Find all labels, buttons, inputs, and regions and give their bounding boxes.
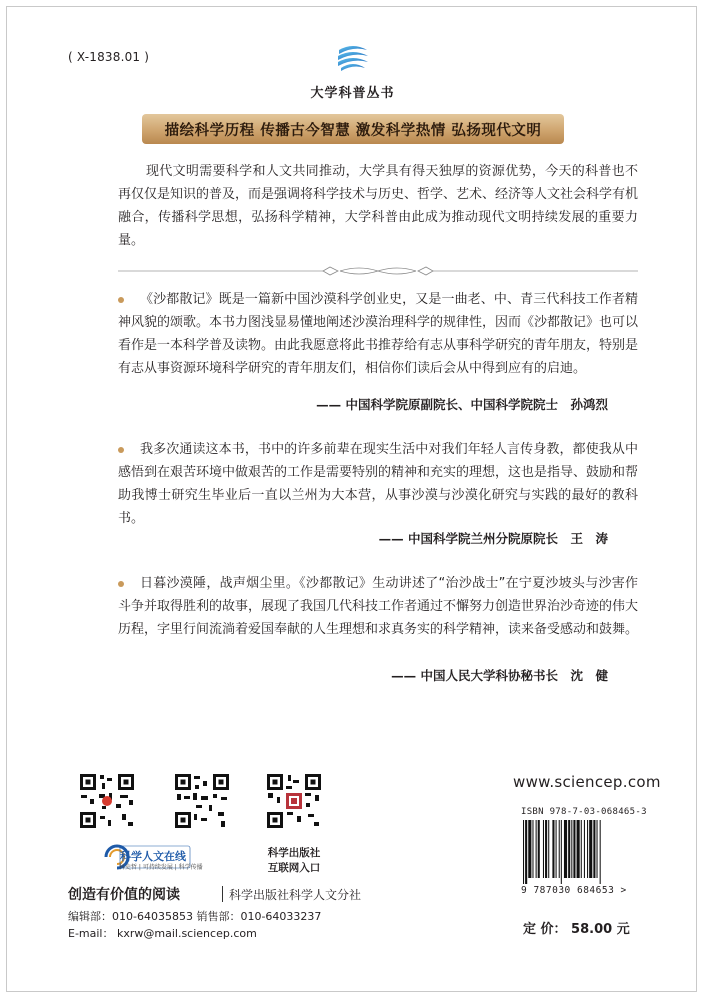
- series-title: 大学科普丛书: [310, 86, 395, 101]
- publisher-name: 科学出版社科学人文分社: [229, 888, 362, 902]
- quote-2-text: 我多次通读这本书，书中的许多前辈在现实生活中对我们年轻人言传身教，都使我从中感悟到在艰苦环境中做艰苦的工作是需要特别的精神和充实的理想，这也是指导、鼓励和帮助我博士研究生毕业后一直以兰州为大本营，从事沙漠与沙漠化研究与实践的最好的教科书。: [118, 442, 639, 526]
- tagline: 创造有价值的阅读: [68, 887, 180, 903]
- slogan-banner: [142, 114, 564, 144]
- isbn-text: ISBN 978-7-03-068465-3: [521, 807, 647, 817]
- quote-3-attribution: —— 中国人民大学科协秘书长 沈 健: [391, 668, 608, 683]
- quote-3-text: 日暮沙漠陲，战声烟尘里。《沙都散记》生动讲述了“治沙战士”在宁夏沙坡头与沙害作斗争并取得胜利的故事，展现了我国几代科技工作者通过不懈努力创造世界治沙奇迹的伟大历程，字里行间流淌着爱国奉献的人生理想和求真务实的科学精神，读来备受感动和鼓舞。: [118, 576, 639, 637]
- globe-swirl-icon: [335, 40, 371, 76]
- tagline-separator: [222, 886, 223, 902]
- qr-label-line1: 科学出版社: [267, 847, 321, 859]
- quote-1-text: 《沙都散记》既是一篇新中国沙漠科学创业史，又是一曲老、中、青三代科技工作者精神风貌的颂歌。本书力图浅显易懂地阐述沙漠治理科学的规律性，因而《沙都散记》也可以看作是一本科学普及读物。由此我愿意将此书推荐给有志从事科学研究的青年朋友，特别是有志从事资源环境科学研究的青年朋友们，相信你们读后会从中得到应有的启迪。: [118, 292, 639, 376]
- contact-phones: 编辑部：010-64035853 销售部：010-64033237: [68, 910, 322, 923]
- slogan-text: 描绘科学历程 传播古今智慧 激发科学热情 弘扬现代文明: [164, 122, 542, 139]
- qr-code-icon: [78, 772, 136, 830]
- intro-paragraph: 现代文明需要科学和人文共同推动，大学具有得天独厚的资源优势，今天的科普也不再仅仅是知识的普及，而是强调将科学技术与历史、哲学、艺术、经济等人文社会科学有机融合，传播科学思想，弘扬科学精神，大学科普由此成为推动现代文明持续发展的重要力量。: [118, 164, 639, 248]
- qr-code-icon: [173, 772, 231, 830]
- barcode-icon: [521, 820, 645, 884]
- price: 定 价： 58.00 元: [523, 922, 630, 937]
- ornament-divider: [118, 266, 638, 276]
- qr-code-icon: [265, 772, 323, 830]
- brand-subtitle: 科史哲 | 可持续发展 | 科学传播: [119, 864, 203, 871]
- quote-2-attribution: —— 中国科学院兰州分院原院长 王 涛: [378, 531, 608, 546]
- contact-email: E-mail： kxrw@mail.sciencep.com: [68, 927, 257, 940]
- catalog-code: ( X-1838.01 ): [68, 50, 150, 64]
- qr-label: [262, 846, 326, 876]
- brand-name: 科学人文在线: [120, 850, 186, 863]
- qr-label-line2: 互联网入口: [267, 862, 321, 874]
- quote-1-attribution: —— 中国科学院原副院长、中国科学院院士 孙鸿烈: [316, 397, 608, 412]
- barcode-number: 9 787030 684653 >: [521, 885, 627, 896]
- website-url: www.sciencep.com: [513, 773, 661, 791]
